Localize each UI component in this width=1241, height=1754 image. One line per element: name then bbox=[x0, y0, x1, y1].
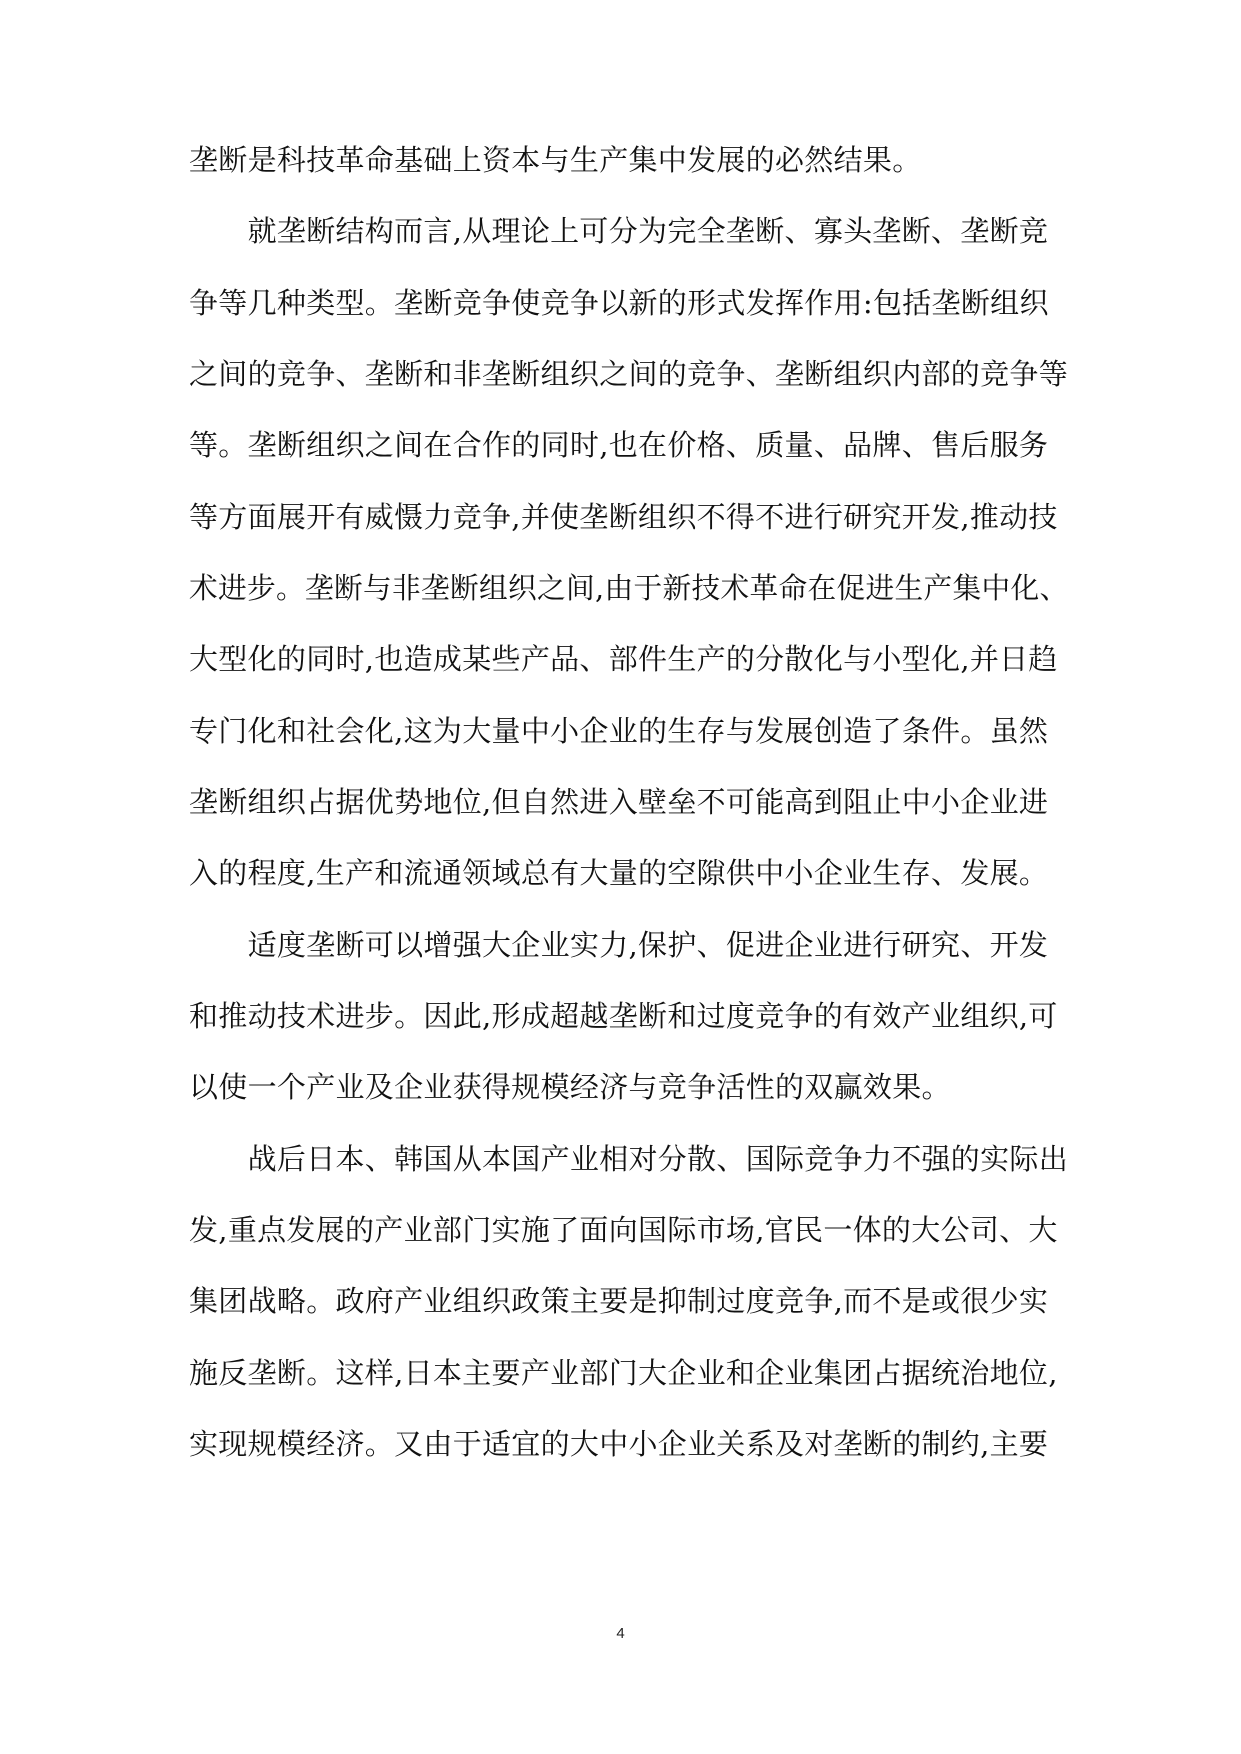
text-line: 实现规模经济。又由于适宜的大中小企业关系及对垄断的制约,主要 bbox=[189, 1427, 1049, 1461]
text-line: 集团战略。政府产业组织政策主要是抑制过度竞争,而不是或很少实 bbox=[189, 1284, 1049, 1318]
text-line: 发,重点发展的产业部门实施了面向国际市场,官民一体的大公司、大 bbox=[189, 1213, 1058, 1247]
text-line: 等。垄断组织之间在合作的同时,也在价格、质量、品牌、售后服务 bbox=[189, 428, 1049, 462]
text-line: 之间的竞争、垄断和非垄断组织之间的竞争、垄断组织内部的竞争等 bbox=[189, 357, 1069, 391]
text-line: 术进步。垄断与非垄断组织之间,由于新技术革命在促进生产集中化、 bbox=[189, 571, 1069, 605]
text-line: 战后日本、韩国从本国产业相对分散、国际竞争力不强的实际出 bbox=[189, 1142, 1069, 1176]
text-line: 专门化和社会化,这为大量中小企业的生存与发展创造了条件。虽然 bbox=[189, 714, 1049, 748]
text-line: 入的程度,生产和流通领域总有大量的空隙供中小企业生存、发展。 bbox=[189, 856, 1049, 890]
text-line: 等方面展开有威慑力竞争,并使垄断组织不得不进行研究开发,推动技 bbox=[189, 500, 1058, 534]
page-number: 4 bbox=[616, 1625, 625, 1642]
text-line: 以使一个产业及企业获得规模经济与竞争活性的双赢效果。 bbox=[189, 1070, 951, 1104]
text-line: 施反垄断。这样,日本主要产业部门大企业和企业集团占据统治地位, bbox=[189, 1356, 1058, 1390]
text-line: 垄断是科技革命基础上资本与生产集中发展的必然结果。 bbox=[189, 143, 922, 177]
text-line: 适度垄断可以增强大企业实力,保护、促进企业进行研究、开发 bbox=[189, 928, 1049, 962]
text-line: 垄断组织占据优势地位,但自然进入壁垒不可能高到阻止中小企业进 bbox=[189, 785, 1049, 819]
text-line: 大型化的同时,也造成某些产品、部件生产的分散化与小型化,并日趋 bbox=[189, 642, 1058, 676]
text-line: 就垄断结构而言,从理论上可分为完全垄断、寡头垄断、垄断竞 bbox=[189, 214, 1049, 248]
text-line: 和推动技术进步。因此,形成超越垄断和过度竞争的有效产业组织,可 bbox=[189, 999, 1058, 1033]
text-line: 争等几种类型。垄断竞争使竞争以新的形式发挥作用:包括垄断组织 bbox=[189, 286, 1049, 320]
